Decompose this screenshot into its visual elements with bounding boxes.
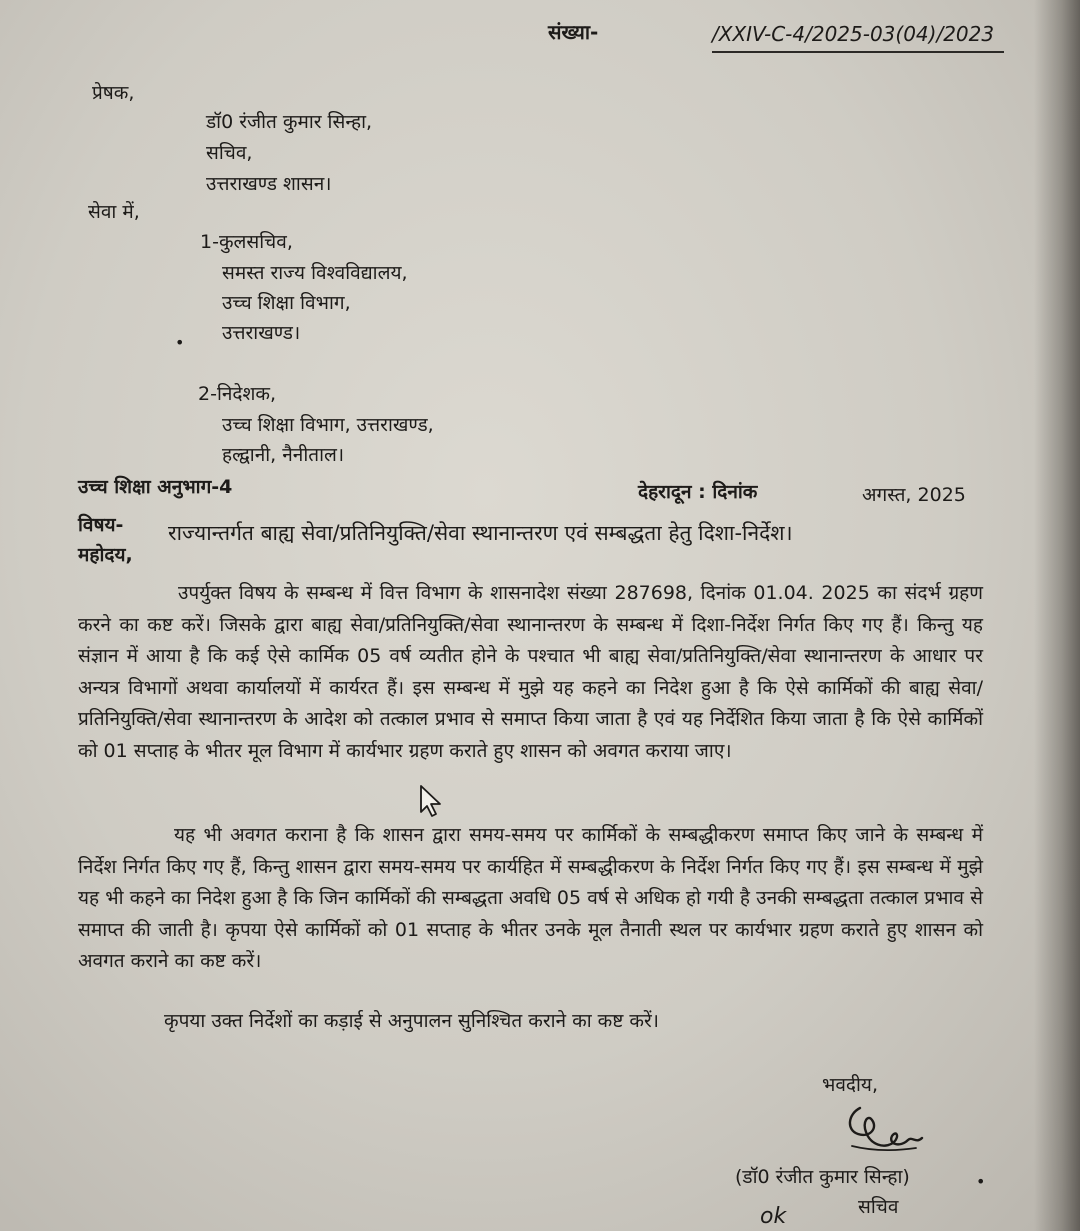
- body-paragraph-2: यह भी अवगत कराना है कि शासन द्वारा समय-समय पर कार्मिकों के सम्बद्धीकरण समाप्त किए जाने के सम्बन्ध में निर्देश निर्गत किए गए हैं, किन्तु शासन द्वारा समय-समय पर कार्यहित में सम्बद्धीकरण के निर्देश निर्गत किए गए हैं। इस सम्बन्ध में मुझे यह भी कहने का निदेश हुआ है कि जिन कार्मिकों की सम्बद्धता अवधि 05 वर्ष से अधिक हो गयी है उनकी सम्बद्धता तत्काल प्रभाव से समाप्त की जाती है। कृपया ऐसे कार्मिकों को 01 सप्ताह के भीतर उनके मूल तैनाती स्थल पर कार्यभार ग्रहण कराते हुए शासन को अवगत कराने का कष्ट करें।: [78, 824, 983, 972]
- sender-name: डॉ0 रंजीत कुमार सिन्हा,: [206, 111, 373, 133]
- salutation: महोदय,: [78, 544, 133, 566]
- margin-mark: •: [175, 333, 185, 352]
- signatory-designation: सचिव: [858, 1196, 899, 1218]
- month-year: अगस्त, 2025: [862, 484, 966, 506]
- recipient-1-line3: उच्च शिक्षा विभाग,: [222, 292, 351, 314]
- subject-label: विषय-: [78, 514, 124, 536]
- signature-icon: [838, 1100, 928, 1170]
- sender-designation: सचिव,: [206, 142, 253, 164]
- recipients-label: सेवा में,: [88, 201, 140, 223]
- cursor-arrow-icon: [418, 784, 444, 818]
- recipient-1-line4: उत्तराखण्ड।: [222, 322, 301, 344]
- paper-shadow-edge: [1034, 0, 1080, 1231]
- recipient-1-title: 1-कुलसचिव,: [200, 231, 293, 253]
- closing-regards: भवदीय,: [822, 1074, 878, 1096]
- reference-number-value: /XXIV-C-4/2025-03(04)/2023: [712, 22, 995, 46]
- signatory-name: (डॉ0 रंजीत कुमार सिन्हा): [735, 1166, 910, 1188]
- recipient-2-line2: उच्च शिक्षा विभाग, उत्तराखण्ड,: [222, 414, 434, 436]
- recipient-2-line3: हल्द्वानी, नैनीताल।: [222, 444, 345, 466]
- reference-number-label: संख्या-: [548, 20, 599, 44]
- body-paragraph-1: उपर्युक्त विषय के सम्बन्ध में वित्त विभाग के शासनादेश संख्या 287698, दिनांक 01.04. 2025 का संदर्भ ग्रहण करने का कष्ट करें। जिसके द्वारा बाह्य सेवा/प्रतिनियुक्ति/सेवा स्थानान्तरण के सम्बन्ध में दिशा-निर्देश निर्गत किए गए हैं। किन्तु यह संज्ञान में आया है कि कई ऐसे कार्मिक 05 वर्ष व्यतीत होने के पश्चात भी बाह्य सेवा/प्रतिनियुक्ति/सेवा स्थानान्तरण के आधार पर अन्यत्र विभागों अथवा कार्यालयों में कार्यरत हैं। इस सम्बन्ध में मुझे यह कहने का निदेश हुआ है कि ऐसे कार्मिकों की बाह्य सेवा/प्रतिनियुक्ति/सेवा स्थानान्तरण के आदेश को तत्काल प्रभाव से समाप्त किया जाता है एवं यह निर्देशित किया जाता है कि ऐसे कार्मिकों को 01 सप्ताह के भीतर मूल विभाग में कार्यभार ग्रहण कराते हुए शासन को अवगत कराया जाए।: [78, 582, 983, 762]
- subject-text: राज्यान्तर्गत बाह्य सेवा/प्रतिनियुक्ति/सेवा स्थानान्तरण एवं सम्बद्धता हेतु दिशा-निर्देश।: [168, 521, 793, 545]
- sender-label: प्रेषक,: [92, 82, 135, 104]
- handwritten-initials: ok: [760, 1204, 787, 1229]
- recipient-1-line2: समस्त राज्य विश्वविद्यालय,: [222, 262, 408, 284]
- margin-mark-right: •: [976, 1172, 986, 1191]
- department-section: उच्च शिक्षा अनुभाग-4: [78, 476, 233, 498]
- sender-office: उत्तराखण्ड शासन।: [206, 173, 332, 195]
- reference-underline: [712, 51, 1004, 53]
- body-paragraph-3: कृपया उक्त निर्देशों का कड़ाई से अनुपालन सुनिश्चित कराने का कष्ट करें।: [164, 1010, 659, 1032]
- recipient-2-title: 2-निदेशक,: [198, 383, 277, 405]
- place-date: देहरादून : दिनांक: [638, 481, 758, 503]
